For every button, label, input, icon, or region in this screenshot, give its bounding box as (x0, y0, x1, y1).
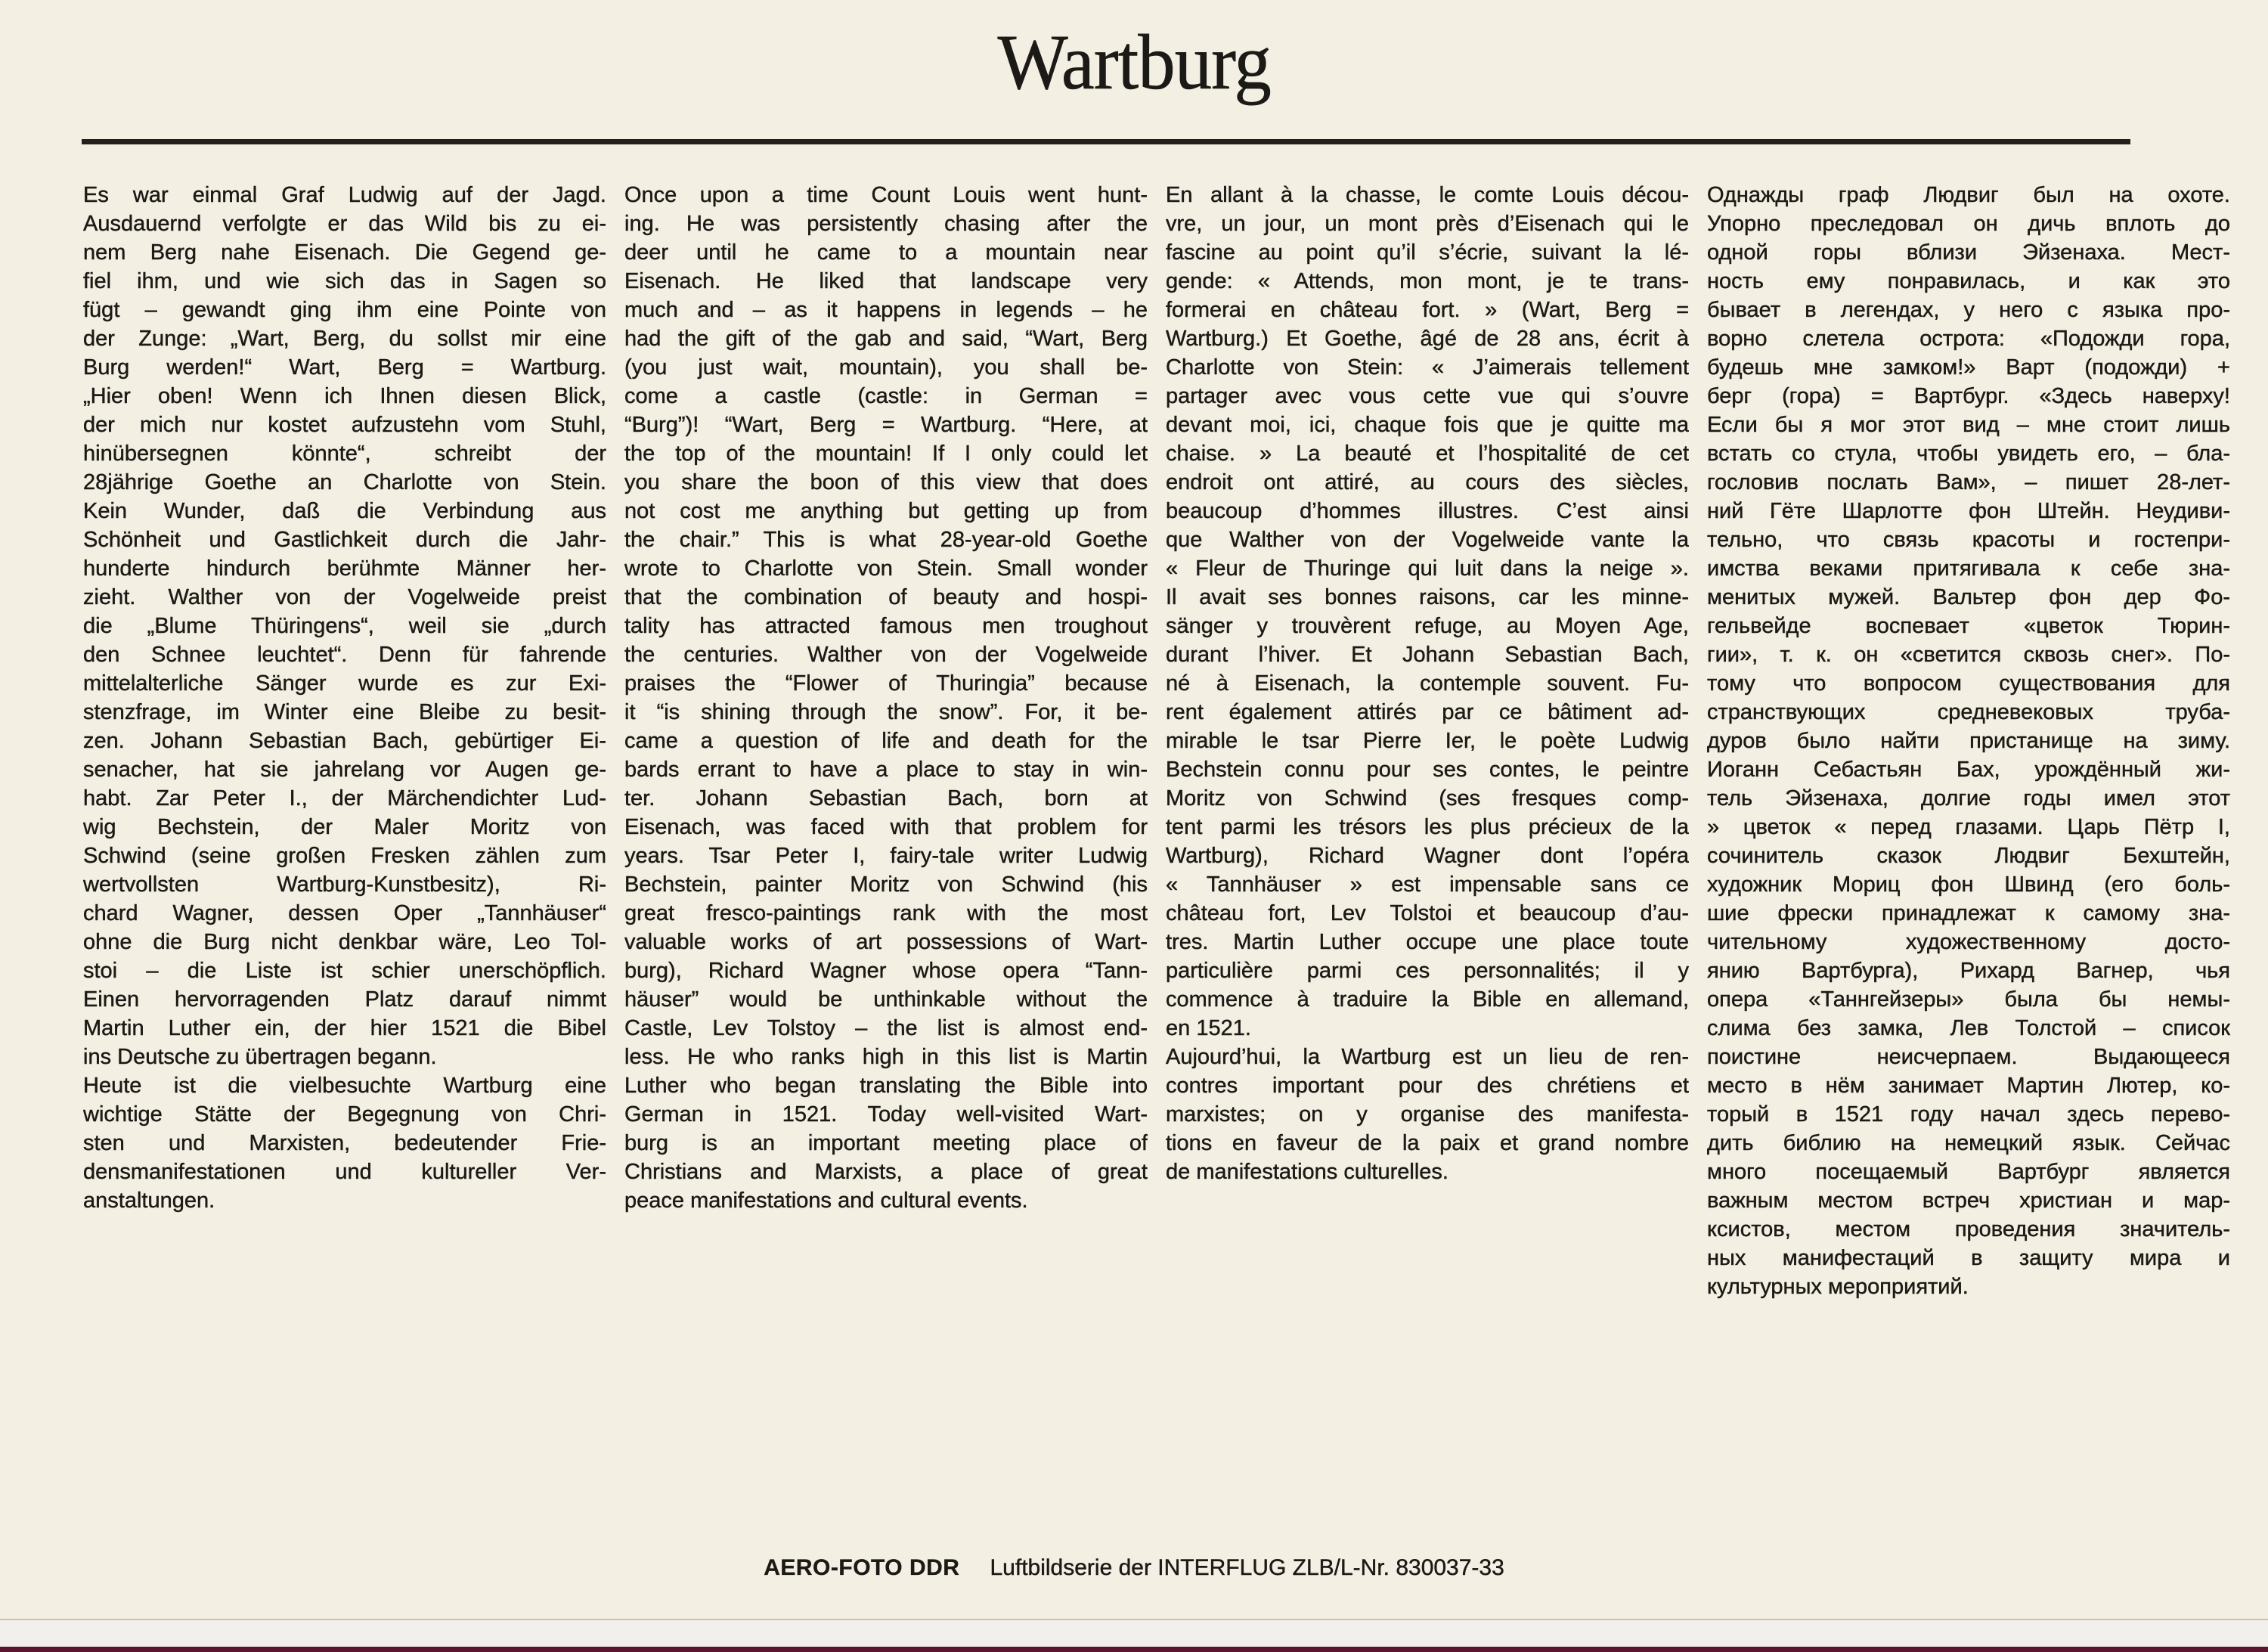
text-line: Bechstein, painter Moritz von Schwind (his (624, 872, 1148, 897)
text-line: fiel ihm, und wie sich das in Sagen so (83, 269, 606, 293)
publisher-name: AERO-FOTO DDR (764, 1555, 960, 1580)
text-line: mittelalterliche Sänger wurde es zur Exi- (83, 671, 606, 696)
text-line: tent parmi les trésors les plus précieux de la (1166, 815, 1689, 839)
text-line: художник Мориц фон Швинд (его боль- (1707, 872, 2230, 897)
text-line: важным местом встреч христиан и мар- (1707, 1189, 2230, 1213)
text-line: fascine au point qu’il s’écrie, suivant la lé- (1166, 240, 1689, 265)
text-line: Heute ist die vielbesuchte Wartburg eine (83, 1074, 606, 1098)
text-line: менитых мужей. Вальтер фон дер Фо- (1707, 585, 2230, 609)
text-line: Moritz von Schwind (ses fresques comp- (1166, 786, 1689, 811)
text-line: senacher, hat sie jahrelang vor Augen ge- (83, 758, 606, 782)
text-line: né à Eisenach, la contemple souvent. Fu- (1166, 671, 1689, 696)
text-line: Luther who began translating the Bible into (624, 1074, 1148, 1098)
text-line: тому что вопросом существования для (1707, 671, 2230, 696)
text-line: Bechstein connu pour ses contes, le peintre (1166, 758, 1689, 782)
text-line: бывает в легендах, у него с языка про- (1707, 298, 2230, 322)
text-line: ность ему понравилась, и как это (1707, 269, 2230, 293)
text-line: Schönheit und Gastlichkeit durch die Jahr- (83, 528, 606, 552)
text-line: гословив послать Вам», – пишет 28-лет- (1707, 470, 2230, 494)
text-line: die „Blume Thüringens“, weil sie „durch (83, 614, 606, 638)
text-line: дить библию на немецкий язык. Сейчас (1707, 1131, 2230, 1155)
text-line: zen. Johann Sebastian Bach, gebürtiger Ei- (83, 729, 606, 753)
text-line: (you just wait, mountain), you shall be- (624, 355, 1148, 380)
text-line: praises the “Flower of Thuringia” because (624, 671, 1148, 696)
text-line: Einen hervorragenden Platz darauf nimmt (83, 987, 606, 1012)
text-line: commence à traduire la Bible en allemand, (1166, 987, 1689, 1012)
text-line: gende: « Attends, mon mont, je te trans- (1166, 269, 1689, 293)
text-line: имства веками притягивала к себе зна- (1707, 556, 2230, 581)
text-line: будешь мне замком!» Варт (подожди) + (1707, 355, 2230, 380)
text-line: wertvollsten Wartburg-Kunstbesitz), Ri- (83, 872, 606, 897)
text-line: 28jährige Goethe an Charlotte von Stein. (83, 470, 606, 494)
text-line: chard Wagner, dessen Oper „Tannhäuser“ (83, 901, 606, 925)
text-line: тель Эйзенаха, долгие годы имел этот (1707, 786, 2230, 811)
text-line: endroit ont attiré, au cours des siècles, (1166, 470, 1689, 494)
text-line: de manifestations culturelles. (1166, 1160, 1448, 1184)
page-title: Wartburg (997, 19, 1271, 106)
text-line: Once upon a time Count Louis went hunt- (624, 183, 1148, 207)
text-line: formerai en château fort. » (Wart, Berg = (1166, 298, 1689, 322)
text-line: « Fleur de Thuringe qui luit dans la neige ». (1166, 556, 1689, 581)
text-line: peace manifestations and cultural events. (624, 1189, 1028, 1213)
text-line: чительному художественному досто- (1707, 930, 2230, 954)
text-line: Christians and Marxists, a place of great (624, 1160, 1148, 1184)
text-line: rent également attirés par ce bâtiment ad- (1166, 700, 1689, 724)
text-line: burg is an important meeting place of (624, 1131, 1148, 1155)
text-line: years. Tsar Peter I, fairy-tale writer Ludwig (624, 844, 1148, 868)
text-line: Eisenach. He liked that landscape very (624, 269, 1148, 293)
page-header (0, 14, 2268, 112)
text-line: ных манифестаций в защиту мира и (1707, 1246, 2230, 1270)
text-line: одной горы вблизи Эйзенаха. Мест- (1707, 240, 2230, 265)
text-line: торый в 1521 году начал здесь перево- (1707, 1102, 2230, 1127)
cover-edge-stripe (0, 1647, 2268, 1652)
text-line: German in 1521. Today well-visited Wart- (624, 1102, 1148, 1127)
text-line: ний Гёте Шарлотте фон Штейн. Неудиви- (1707, 499, 2230, 523)
text-line: valuable works of art possessions of Wart- (624, 930, 1148, 954)
text-columns (83, 181, 2230, 1301)
text-line: встать со стула, чтобы увидеть его, – бла- (1707, 442, 2230, 466)
text-line: stoi – die Liste ist schier unerschöpflich. (83, 959, 606, 983)
text-line: tions en faveur de la paix et grand nombre (1166, 1131, 1689, 1155)
text-line: ворно слетела острота: «Подожди гора, (1707, 327, 2230, 351)
text-line: devant moi, ici, chaque fois que je quitte ma (1166, 413, 1689, 437)
text-line: tres. Martin Luther occupe une place toute (1166, 930, 1689, 954)
text-line: Aujourd’hui, la Wartburg est un lieu de ren- (1166, 1045, 1689, 1069)
text-line: mirable le tsar Pierre Ier, le poète Ludwig (1166, 729, 1689, 753)
text-line: Wartburg), Richard Wagner dont l’opéra (1166, 844, 1689, 868)
text-line: nem Berg nahe Eisenach. Die Gegend ge- (83, 240, 606, 265)
column-french (1166, 181, 1689, 1301)
text-line: stenzfrage, im Winter eine Bleibe zu besit- (83, 700, 606, 724)
credit-line (0, 1555, 2268, 1581)
text-line: ter. Johann Sebastian Bach, born at (624, 786, 1148, 811)
text-line: zieht. Walther von der Vogelweide preist (83, 585, 606, 609)
text-line: странствующих средневековых труба- (1707, 700, 2230, 724)
text-line: „Hier oben! Wenn ich Ihnen diesen Blick, (83, 384, 606, 408)
text-line: шие фрески принадлежат к самому зна- (1707, 901, 2230, 925)
text-line: » цветок « перед глазами. Царь Пётр I, (1707, 815, 2230, 839)
text-line: wrote to Charlotte von Stein. Small wonder (624, 556, 1148, 581)
text-line: “Burg”)! “Wart, Berg = Wartburg. “Here, at (624, 413, 1148, 437)
text-line: Il avait ses bonnes raisons, car les minne- (1166, 585, 1689, 609)
text-line: Ausdauernd verfolgte er das Wild bis zu ei- (83, 212, 606, 236)
text-line: Однажды граф Людвиг был на охоте. (1707, 183, 2230, 207)
text-line: came a question of life and death for the (624, 729, 1148, 753)
text-line: sänger y trouvèrent refuge, au Moyen Age, (1166, 614, 1689, 638)
text-line: « Tannhäuser » est impensable sans ce (1166, 872, 1689, 897)
text-line: ксистов, местом проведения значитель- (1707, 1217, 2230, 1241)
text-line: гии», т. к. он «светится сквозь снег». По- (1707, 643, 2230, 667)
column-english (624, 181, 1148, 1301)
text-line: Wartburg.) Et Goethe, âgé de 28 ans, écrit à (1166, 327, 1689, 351)
text-line: vre, un jour, un mont près d’Eisenach qui le (1166, 212, 1689, 236)
text-line: fügt – gewandt ging ihm eine Pointe von (83, 298, 606, 322)
text-line: ing. He was persistently chasing after the (624, 212, 1148, 236)
text-line: habt. Zar Peter I., der Märchendichter Lud- (83, 786, 606, 811)
text-line: Если бы я мог этот вид – мне стоит лишь (1707, 413, 2230, 437)
text-line: слима без замка, Лев Толстой – список (1707, 1016, 2230, 1040)
text-line: den Schnee leuchtet“. Denn für fahrende (83, 643, 606, 667)
text-line: ohne die Burg nicht denkbar wäre, Leo Tol- (83, 930, 606, 954)
text-line: en 1521. (1166, 1016, 1251, 1040)
text-line: сочинитель сказок Людвиг Бехштейн, (1707, 844, 2230, 868)
text-line: durant l’hiver. Et Johann Sebastian Bach, (1166, 643, 1689, 667)
text-line: поистине неисчерпаем. Выдающееся (1707, 1045, 2230, 1069)
text-line: янию Вартбурга), Рихард Вагнер, чья (1707, 959, 2230, 983)
text-line: место в нём занимает Мартин Лютер, ко- (1707, 1074, 2230, 1098)
text-line: опера «Таннгейзеры» была бы немы- (1707, 987, 2230, 1012)
text-line: Иоганн Себастьян Бах, урождённый жи- (1707, 758, 2230, 782)
text-line: que Walther von der Vogelweide vante la (1166, 528, 1689, 552)
text-line: less. He who ranks high in this list is Martin (624, 1045, 1148, 1069)
text-line: much and – as it happens in legends – he (624, 298, 1148, 322)
text-line: Charlotte von Stein: « J’aimerais tellement (1166, 355, 1689, 380)
text-line: hinübersegnen könnte“, schreibt der (83, 442, 606, 466)
text-line: beaucoup d’hommes illustres. C’est ainsi (1166, 499, 1689, 523)
card-bottom-edge (0, 1619, 2268, 1647)
text-line: тельно, что связь красоты и гостепри- (1707, 528, 2230, 552)
series-number: Luftbildserie der INTERFLUG ZLB/L-Nr. 830037-33 (990, 1555, 1504, 1580)
text-line: that the combination of beauty and hospi- (624, 585, 1148, 609)
text-line: deer until he came to a mountain near (624, 240, 1148, 265)
text-line: not cost me anything but getting up from (624, 499, 1148, 523)
text-line: Castle, Lev Tolstoy – the list is almost end- (624, 1016, 1148, 1040)
text-line: Martin Luther ein, der hier 1521 die Bibel (83, 1016, 606, 1040)
text-line: contres important pour des chrétiens et (1166, 1074, 1689, 1098)
text-line: der mich nur kostet aufzustehn vom Stuhl, (83, 413, 606, 437)
text-line: chaise. » La beauté et l’hospitalité de cet (1166, 442, 1689, 466)
text-line: Schwind (seine großen Fresken zählen zum (83, 844, 606, 868)
text-line: tality has attracted famous men troughout (624, 614, 1148, 638)
text-line: marxistes; on y organise des manifesta- (1166, 1102, 1689, 1127)
text-line: you share the boon of this view that does (624, 470, 1148, 494)
text-line: ins Deutsche zu übertragen begann. (83, 1045, 437, 1069)
text-line: bards errant to have a place to stay in win- (624, 758, 1148, 782)
text-line: come a castle (castle: in German = (624, 384, 1148, 408)
text-line: Упорно преследовал он дичь вплоть до (1707, 212, 2230, 236)
text-line: densmanifestationen und kultureller Ver- (83, 1160, 606, 1184)
text-line: sten und Marxisten, bedeutender Frie- (83, 1131, 606, 1155)
text-line: had the gift of the gab and said, “Wart, Berg (624, 327, 1148, 351)
text-line: particulière parmi ces personnalités; il y (1166, 959, 1689, 983)
text-line: Burg werden!“ Wart, Berg = Wartburg. (83, 355, 606, 380)
text-line: der Zunge: „Wart, Berg, du sollst mir eine (83, 327, 606, 351)
text-line: En allant à la chasse, le comte Louis décou- (1166, 183, 1689, 207)
text-line: château fort, Lev Tolstoi et beaucoup d’au- (1166, 901, 1689, 925)
text-line: wig Bechstein, der Maler Moritz von (83, 815, 606, 839)
text-line: гельвейде воспевает «цветок Тюрин- (1707, 614, 2230, 638)
text-line: anstaltungen. (83, 1189, 215, 1213)
column-german (83, 181, 606, 1301)
text-line: great fresco-paintings rank with the most (624, 901, 1148, 925)
text-line: partager avec vous cette vue qui s’ouvre (1166, 384, 1689, 408)
header-rule (82, 139, 2130, 144)
text-line: the centuries. Walther von der Vogelweide (624, 643, 1148, 667)
text-line: it “is shining through the snow”. For, it be- (624, 700, 1148, 724)
text-line: дуров было найти пристанище на зиму. (1707, 729, 2230, 753)
text-line: the top of the mountain! If I only could let (624, 442, 1148, 466)
text-line: Kein Wunder, daß die Verbindung aus (83, 499, 606, 523)
text-line: Eisenach, was faced with that problem for (624, 815, 1148, 839)
column-russian (1707, 181, 2230, 1301)
text-line: берг (гора) = Вартбург. «Здесь наверху! (1707, 384, 2230, 408)
text-line: wichtige Stätte der Begegnung von Chri- (83, 1102, 606, 1127)
text-line: культурных мероприятий. (1707, 1275, 1969, 1299)
text-line: burg), Richard Wagner whose opera “Tann- (624, 959, 1148, 983)
text-line: the chair.” This is what 28-year-old Goethe (624, 528, 1148, 552)
text-line: много посещаемый Вартбург является (1707, 1160, 2230, 1184)
text-line: hunderte hindurch berühmte Männer her- (83, 556, 606, 581)
text-line: Es war einmal Graf Ludwig auf der Jagd. (83, 183, 606, 207)
text-line: häuser” would be unthinkable without the (624, 987, 1148, 1012)
